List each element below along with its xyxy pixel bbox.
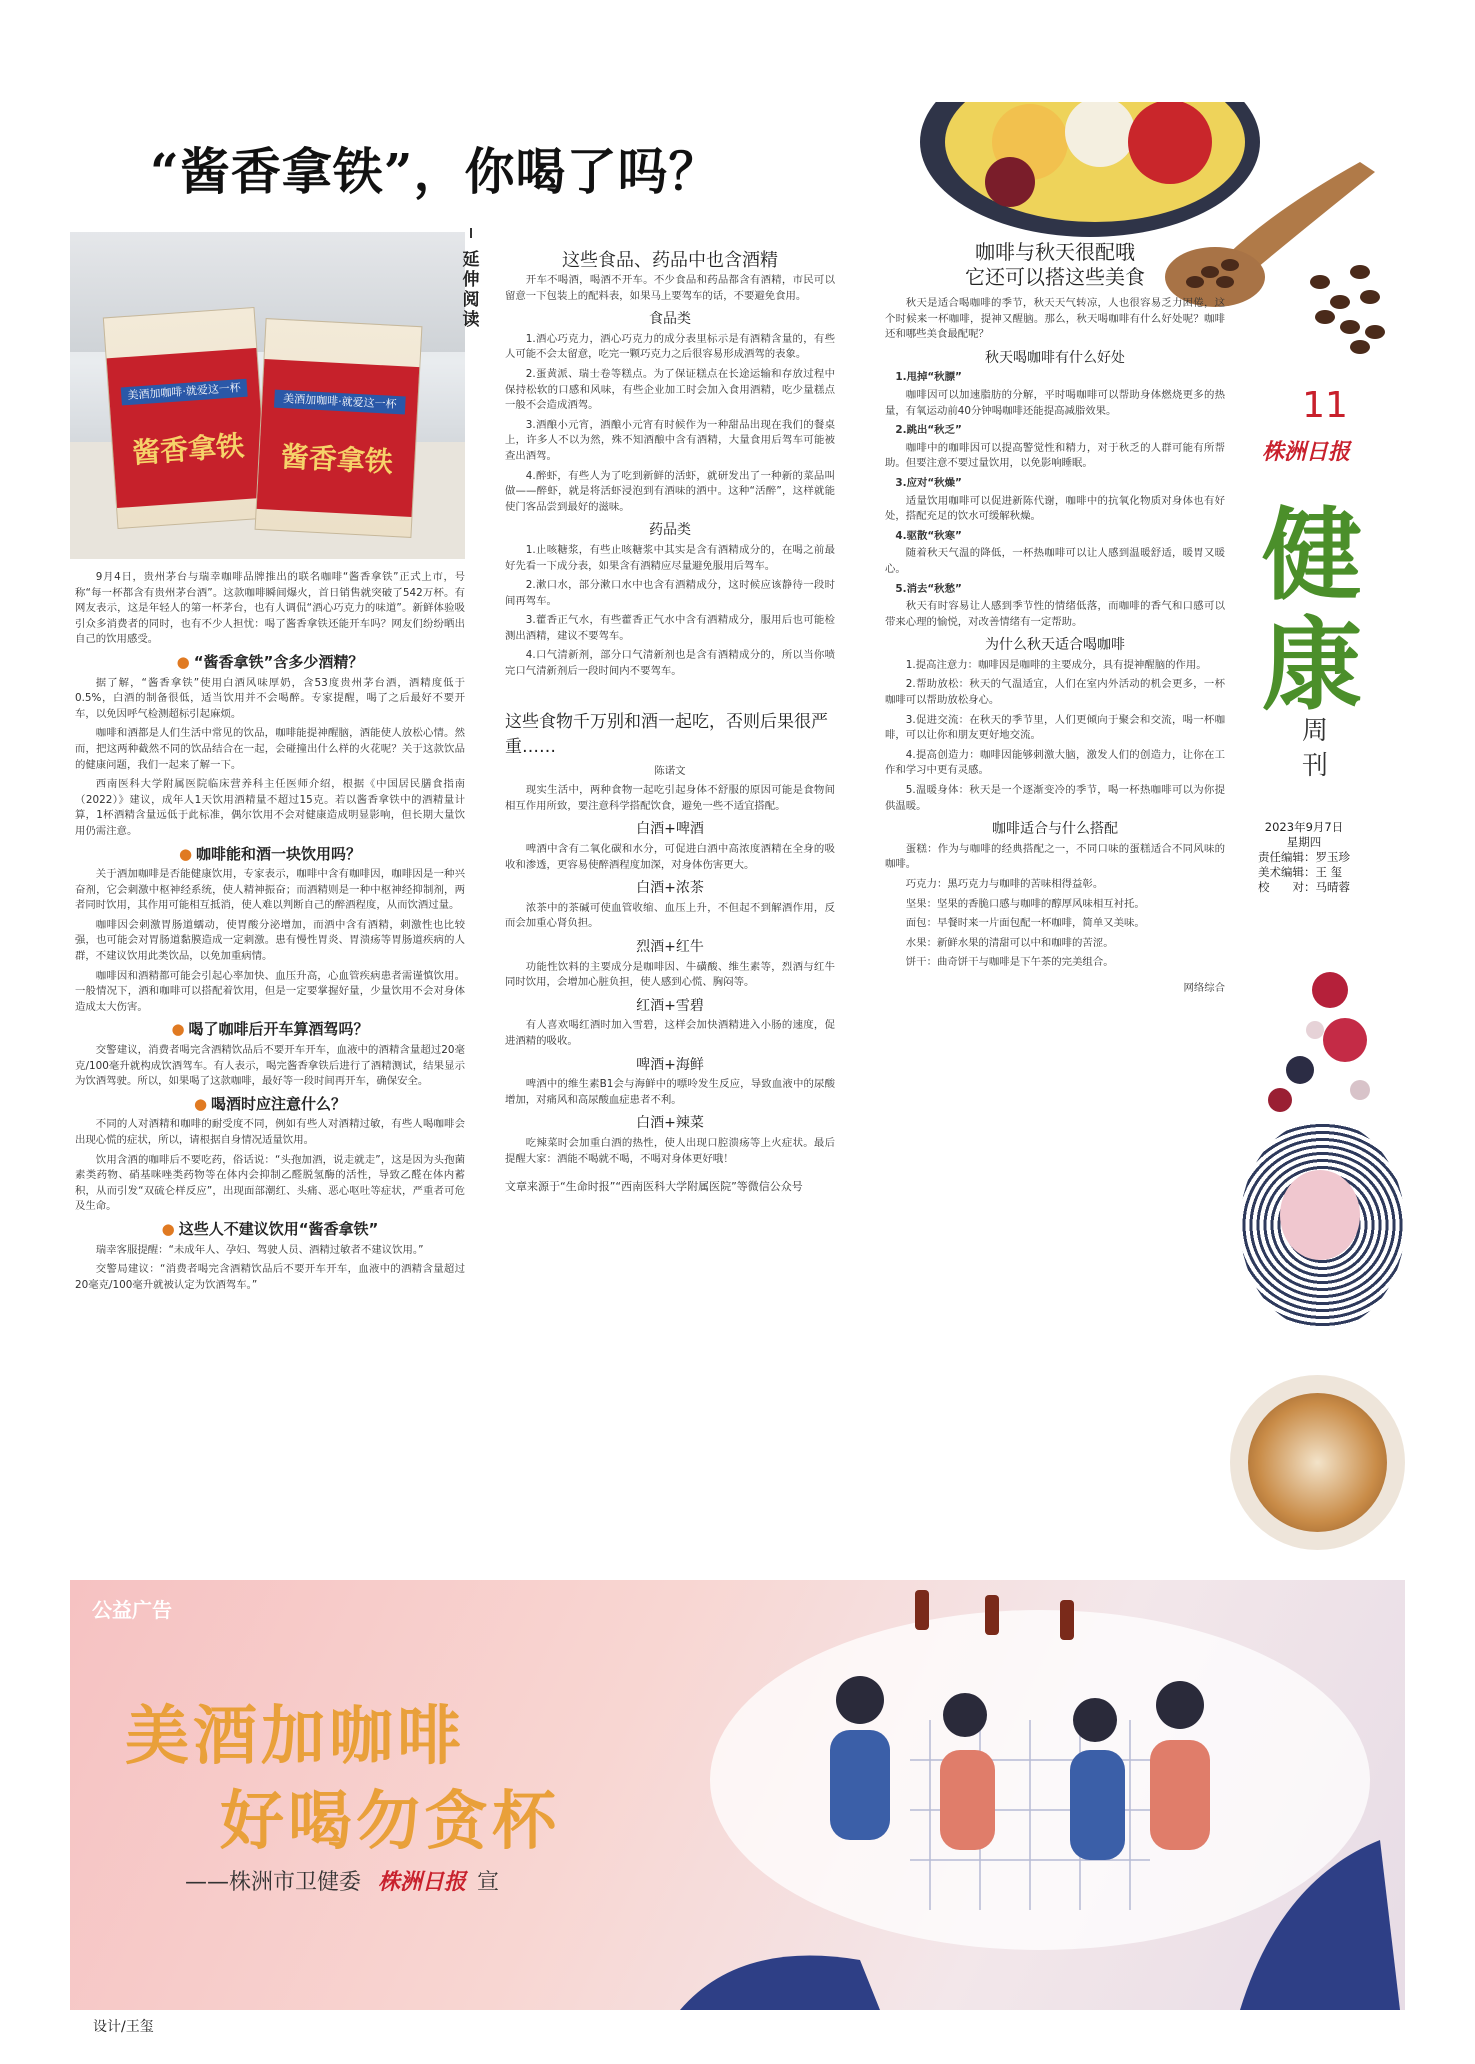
- column-3-title: 咖啡与秋天很配哦 它还可以搭这些美食: [965, 240, 1145, 289]
- pair-paragraph: 吃辣菜时会加重白酒的热性，使人出现口腔溃疡等上火症状。最后提醒大家：酒能不喝就不喝，不喝对身体更好哦！: [505, 1136, 835, 1165]
- list-paragraph: 2.蛋黄派、瑞士卷等糕点。为了保证糕点在长途运输和存放过程中保持松软的口感和风味，有些企业加工时会加入食用酒精，吃少量糕点一般不会造成酒驾。: [505, 367, 835, 412]
- side-tag-char: 读: [462, 310, 480, 330]
- art-editor: 美术编辑：王 玺: [1258, 865, 1343, 879]
- food-heading: 食品类: [649, 311, 691, 328]
- paragraph: 西南医科大学附属医院临床营养科主任医师介绍，根据《中国居民膳食指南（2022）》建议，成年人1天饮用酒精量不超过15克。若以酱香拿铁中的酒精量计算，1杯酒精含量远低于此标准，偶尔饮用不会对健康造成明显影响，但长期大量饮用仍需注意。: [75, 778, 465, 837]
- list-paragraph: 坚果：坚果的香脆口感与咖啡的醇厚风味相互衬托。: [905, 897, 1145, 910]
- public-ad: [70, 1580, 1405, 2010]
- list-paragraph: 2.漱口水，部分漱口水中也含有酒精成分，这时候应该静待一段时间再驾车。: [505, 579, 835, 607]
- list-paragraph: 咖啡因可以加速脂肪的分解，平时喝咖啡可以帮助身体燃烧更多的热量，有氧运动前40分钟喝咖啡还能提高减脂效果。: [885, 388, 1225, 417]
- author: 陈诺文: [654, 764, 686, 777]
- column-1: [75, 570, 465, 1297]
- list-paragraph: 饼干：曲奇饼干与咖啡是下午茶的完美组合。: [905, 956, 1114, 969]
- column-2: [505, 248, 835, 1195]
- subhead-4: ● 喝酒时应注意什么？: [193, 1094, 347, 1113]
- pair-heading: 白酒+啤酒: [636, 821, 704, 838]
- why-list: [885, 658, 1225, 814]
- plate-image: [1240, 1120, 1405, 1330]
- pair-heading: 白酒+浓茶: [636, 880, 704, 897]
- bag-right: 美酒加咖啡·就爱这一杯 酱香拿铁: [255, 318, 423, 538]
- pair-paragraph: 啤酒中的维生素B1会与海鲜中的嘌呤发生反应，导致血液中的尿酸增加，对痛风和高尿酸血症患者不利。: [505, 1078, 835, 1106]
- list-paragraph: 5.温暖身体：秋天是一个逐渐变冷的季节，喝一杯热咖啡可以为你提供温暖。: [885, 784, 1225, 812]
- page-number: 11: [1302, 385, 1348, 426]
- paragraph: 关于酒加咖啡是否能健康饮用，专家表示，咖啡中含有咖啡因，咖啡因是一种兴奋剂，它会刺激中枢神经系统，使人精神振奋；而酒精则是一种中枢神经抑制剂，两者同时饮用，其作用可能相互抵消，使人难以判断自己的醉酒程度，从而饮酒过量。: [75, 868, 465, 912]
- paragraph: 开车不喝酒，喝酒不开车。不少食品和药品都含有酒精，市民可以留意一下包装上的配料表，如果马上要驾车的话，不要避免食用。: [505, 274, 835, 302]
- list-paragraph: 4.提高创造力：咖啡因能够刺激大脑，激发人们的创造力，让你在工作和学习中更有灵感。: [885, 748, 1225, 777]
- paragraph: 瑞幸客服提醒：“未成年人、孕妇、驾驶人员、酒精过敏者不建议饮用。”: [95, 1243, 424, 1256]
- list-paragraph: 1.止咳糖浆，有些止咳糖浆中其实是含有酒精成分的，在喝之前最好先看一下成分表，如果含有酒精应尽量避免服用后驾车。: [505, 543, 835, 572]
- pair-paragraph: 功能性饮料的主要成分是咖啡因、牛磺酸、维生素等，烈酒与红牛同时饮用，会增加心脏负担，使人感到心慌、胸闷等。: [505, 960, 835, 989]
- paragraph: 据了解，“酱香拿铁”使用白酒风味厚奶，含53度贵州茅台酒，酒精度低于0.5%，白酒的制备很低，适当饮用并不会喝醉。专家提醒，喝了之后最好不要开车，以免因呼气检测超标引起麻烦。: [75, 676, 465, 720]
- list-paragraph: 秋天有时容易让人感到季节性的情绪低落，而咖啡的香气和口感可以带来心理的愉悦，对改善情绪有一定帮助。: [885, 600, 1225, 628]
- list-paragraph: 4.口气清新剂，部分口气清新剂也是含有酒精成分的，所以当你喷完口气清新剂后一段时间内不要驾车。: [505, 649, 835, 678]
- subhead-1: ● “酱香拿铁”含多少酒精？: [176, 652, 364, 671]
- pair-paragraph: 浓茶中的茶碱可使血管收缩、血压上升，不但起不到解酒作用，反而会加重心肾负担。: [505, 901, 835, 930]
- list-paragraph: 2.帮助放松：秋天的气温适宜，人们在室内外活动的机会更多，一杯咖啡可以帮助放松身心。: [885, 678, 1225, 707]
- list-paragraph: 1.提高注意力：咖啡因是咖啡的主要成分，具有提神醒脑的作用。: [905, 658, 1207, 671]
- column-3: [885, 240, 1225, 997]
- subhead-why: 为什么秋天适合喝咖啡: [985, 637, 1125, 654]
- benefit-list: [885, 370, 1225, 630]
- list-paragraph: 3.藿香正气水，有些藿香正气水中含有酒精成分，服用后也可能检测出酒精，建议不要驾车。: [505, 614, 835, 642]
- section-char-1: 健: [1262, 496, 1362, 614]
- list-paragraph: 随着秋天气温的降低，一杯热咖啡可以让人感到温暖舒适，暖胃又暖心。: [885, 547, 1225, 575]
- ad-illustration: [680, 1580, 1400, 2010]
- list-paragraph: 3.促进交流：在秋天的季节里，人们更倾向于聚会和交流，喝一杯咖啡，可以让你和朋友更好地交流。: [885, 713, 1225, 742]
- drug-heading: 药品类: [649, 522, 691, 539]
- designer-credit: 设计/王玺: [93, 2019, 154, 2035]
- source-note: 文章来源于“生命时报”“西南医科大学附属医院”等微信公众号: [505, 1180, 803, 1194]
- list-paragraph: 2.跳出“秋乏”: [895, 424, 962, 437]
- pair-list: [505, 822, 835, 1167]
- list-paragraph: 4.醉虾，有些人为了吃到新鲜的活虾，就研发出了一种新的菜品叫做——醉虾，就是将活虾浸泡到有酒味的酒中。这种“活醉”，这样就能使门客品尝到最好的滋味。: [505, 469, 835, 513]
- pair-heading: 烈酒+红牛: [636, 939, 704, 955]
- paragraph: 秋天是适合喝咖啡的季节，秋天天气转凉，人也很容易乏力困倦，这个时候来一杯咖啡，提神又醒脑。那么，秋天喝咖啡有什么好处呢？咖啡还和哪些美食最配呢？: [885, 297, 1225, 341]
- side-tag-line: [470, 228, 472, 238]
- list-paragraph: 面包：早餐时来一片面包配一杯咖啡，简单又美味。: [905, 917, 1145, 930]
- paragraph: 咖啡因和酒精都可能会引起心率加快、血压升高，心血管疾病患者需谨慎饮用。一般情况下，酒和咖啡可以搭配着饮用，但是一定要掌握好量，少量饮用不会对身体造成太大伤害。: [75, 969, 465, 1013]
- subhead-pairing: 咖啡适合与什么搭配: [992, 821, 1118, 838]
- ad-slogan-1: 美酒加咖啡: [125, 1699, 465, 1774]
- ad-tag: 公益广告: [92, 1598, 172, 1622]
- list-paragraph: 4.驱散“秋寒”: [895, 529, 962, 542]
- list-paragraph: 水果：新鲜水果的清甜可以中和咖啡的苦涩。: [905, 936, 1114, 949]
- headline: “酱香拿铁”，你喝了吗？: [150, 142, 720, 201]
- ad-sign-suffix: 宣: [477, 1870, 500, 1895]
- paragraph: 不同的人对酒精和咖啡的耐受度不同，例如有些人对酒精过敏，有些人喝咖啡会出现心慌的症状，所以，请根据自身情况适量饮用。: [75, 1118, 465, 1146]
- subhead-benefits: 秋天喝咖啡有什么好处: [985, 349, 1125, 366]
- pair-heading: 啤酒+海鲜: [636, 1056, 704, 1073]
- side-tag: [460, 250, 482, 330]
- side-tag-char: 延: [462, 250, 480, 270]
- news-photo: [70, 232, 465, 559]
- subhead-2: ● 咖啡能和酒一块饮用吗？: [178, 844, 362, 863]
- paragraph: 交警建议，消费者喝完含酒精饮品后不要开车开车，血液中的酒精含量超过20毫克/100毫升就构成饮酒驾车。有人表示，喝完酱香拿铁后进行了酒精测试，结果显示为饮酒驾驶。所以，如果喝了这款咖啡，最好等一段时间再开车，确保安全。: [75, 1044, 465, 1088]
- pair-heading: 白酒+辣菜: [636, 1115, 704, 1132]
- ad-slogan-2: 好喝勿贪杯: [220, 1784, 560, 1859]
- pair-paragraph: 有人喜欢喝红酒时加入雪碧，这样会加快酒精进入小肠的速度，促进酒精的吸收。: [505, 1019, 835, 1047]
- ad-signature: [185, 1865, 499, 1896]
- paragraph: 咖啡和酒都是人们生活中常见的饮品，咖啡能提神醒脑，酒能使人放松心情。然而，把这两种截然不同的饮品结合在一起，会碰撞出什么样的火花呢？关于这款饮品的健康问题，我们一起来了解一下。: [75, 727, 465, 771]
- editor: 责任编辑：罗玉珍: [1258, 850, 1350, 864]
- pair-heading: 红酒+雪碧: [636, 997, 704, 1014]
- subhead-3: ● 喝了咖啡后开车算酒驾吗？: [171, 1020, 369, 1039]
- berries-image: [1230, 960, 1400, 1140]
- paragraph: 咖啡因会刺激胃肠道蠕动，使胃酸分泌增加，而酒中含有酒精，刺激性也比较强，也可能会对胃肠道黏膜造成一定刺激。患有慢性胃炎、胃溃疡等胃肠道疾病的人群，不建议饮用此类饮品，以免加重病情。: [75, 918, 465, 963]
- food-list: [505, 332, 835, 516]
- source-note: 网络综合: [1183, 981, 1225, 994]
- masthead-info: [1258, 820, 1350, 895]
- list-paragraph: 咖啡中的咖啡因可以提高警觉性和精力，对于秋乏的人群可能有所帮助。但要注意不要过量饮用，以免影响睡眠。: [885, 441, 1225, 470]
- subhead-5: ● 这些人不建议饮用“酱香拿铁”: [161, 1219, 379, 1238]
- paragraph: 交警局建议：“消费者喝完含酒精饮品后不要开车开车，血液中的酒精含量超过20毫克/100毫升就被认定为饮酒驾车。”: [75, 1263, 465, 1291]
- pairing-list: [885, 842, 1225, 971]
- list-paragraph: 3.酒酿小元宵，酒酿小元宵有时候作为一种甜品出现在我们的餐桌上，许多人不以为然，殊不知酒酿中含有酒精，大量食用后驾车可能被查出酒驾。: [505, 418, 835, 462]
- weekly-char-2: 刊: [1301, 751, 1328, 781]
- paper-name: 株洲日报: [1262, 439, 1351, 465]
- intro-paragraph: 9月4日，贵州茅台与瑞幸咖啡品牌推出的联名咖啡“酱香拿铁”正式上市，号称“每一杯都含有贵州茅台酒”。这款咖啡瞬间爆火，首日销售就突破了542万杯。有网友表示，这是年轻人的第一杯茅台，也有人调侃“酒心巧克力的味道”。新鲜体验吸引众多消费者的同时，也有不少人担忧：喝了酱香拿铁还能开车吗？网友们纷纷晒出自己的饮用感受。: [75, 571, 465, 646]
- list-paragraph: 蛋糕：作为与咖啡的经典搭配之一，不同口味的蛋糕适合不同风味的咖啡。: [885, 842, 1225, 871]
- issue-date: 2023年9月7日: [1264, 820, 1344, 834]
- issue-weekday: 星期四: [1286, 835, 1322, 849]
- proofreader: 校 对：马晴蓉: [1258, 880, 1350, 894]
- weekly-char-1: 周: [1301, 716, 1328, 746]
- paragraph: 现实生活中，两种食物一起吃引起身体不舒服的原因可能是食物间相互作用所致，要注意科学搭配饮食，避免一些不适宜搭配。: [505, 784, 835, 812]
- coffee-cup-image: [1230, 1375, 1405, 1550]
- section-char-2: 康: [1262, 606, 1362, 724]
- side-tag-char: 阅: [462, 290, 480, 310]
- bag-left: 美酒加咖啡·就爱这一杯 酱香拿铁: [103, 307, 269, 529]
- list-paragraph: 3.应对“秋燥”: [895, 476, 962, 489]
- pair-paragraph: 啤酒中含有二氧化碳和水分，可促进白酒中高浓度酒精在全身的吸收和渗透，更容易使醉酒程度加深，对身体伤害更大。: [505, 843, 835, 871]
- side-tag-char: 伸: [462, 270, 480, 290]
- ad-sign-org: ——株洲市卫健委: [185, 1870, 362, 1895]
- list-paragraph: 1.酒心巧克力，酒心巧克力的成分表里标示是有酒精含量的，有些人可能不会太留意，吃完一颗巧克力之后很容易形成酒驾的表象。: [505, 332, 835, 361]
- list-paragraph: 巧克力：黑巧克力与咖啡的苦味相得益彰。: [905, 878, 1104, 890]
- paragraph: 饮用含酒的咖啡后不要吃药，俗话说：“头孢加酒，说走就走”，这是因为头孢菌素类药物、硝基咪唑类药物等在体内会抑制乙醛脱氢酶的活性，导致乙醛在体内蓄积，从而引发“双硫仑样反应”，出现面部潮红、头痛、恶心呕吐等症状，严重者可危及生命。: [75, 1153, 465, 1213]
- list-paragraph: 适量饮用咖啡可以促进新陈代谢，咖啡中的抗氧化物质对身体也有好处，搭配充足的饮水可缓解秋燥。: [885, 494, 1225, 523]
- article-2-title: 这些食物千万别和酒一起吃，否则后果很严重……: [505, 711, 828, 757]
- column-2-title: 这些食品、药品中也含酒精: [562, 250, 778, 271]
- list-paragraph: 5.消去“秋愁”: [895, 582, 962, 595]
- list-paragraph: 1.甩掉“秋膘”: [895, 371, 962, 384]
- ad-sign-paper: 株洲日报: [378, 1870, 467, 1895]
- drug-list: [505, 543, 835, 680]
